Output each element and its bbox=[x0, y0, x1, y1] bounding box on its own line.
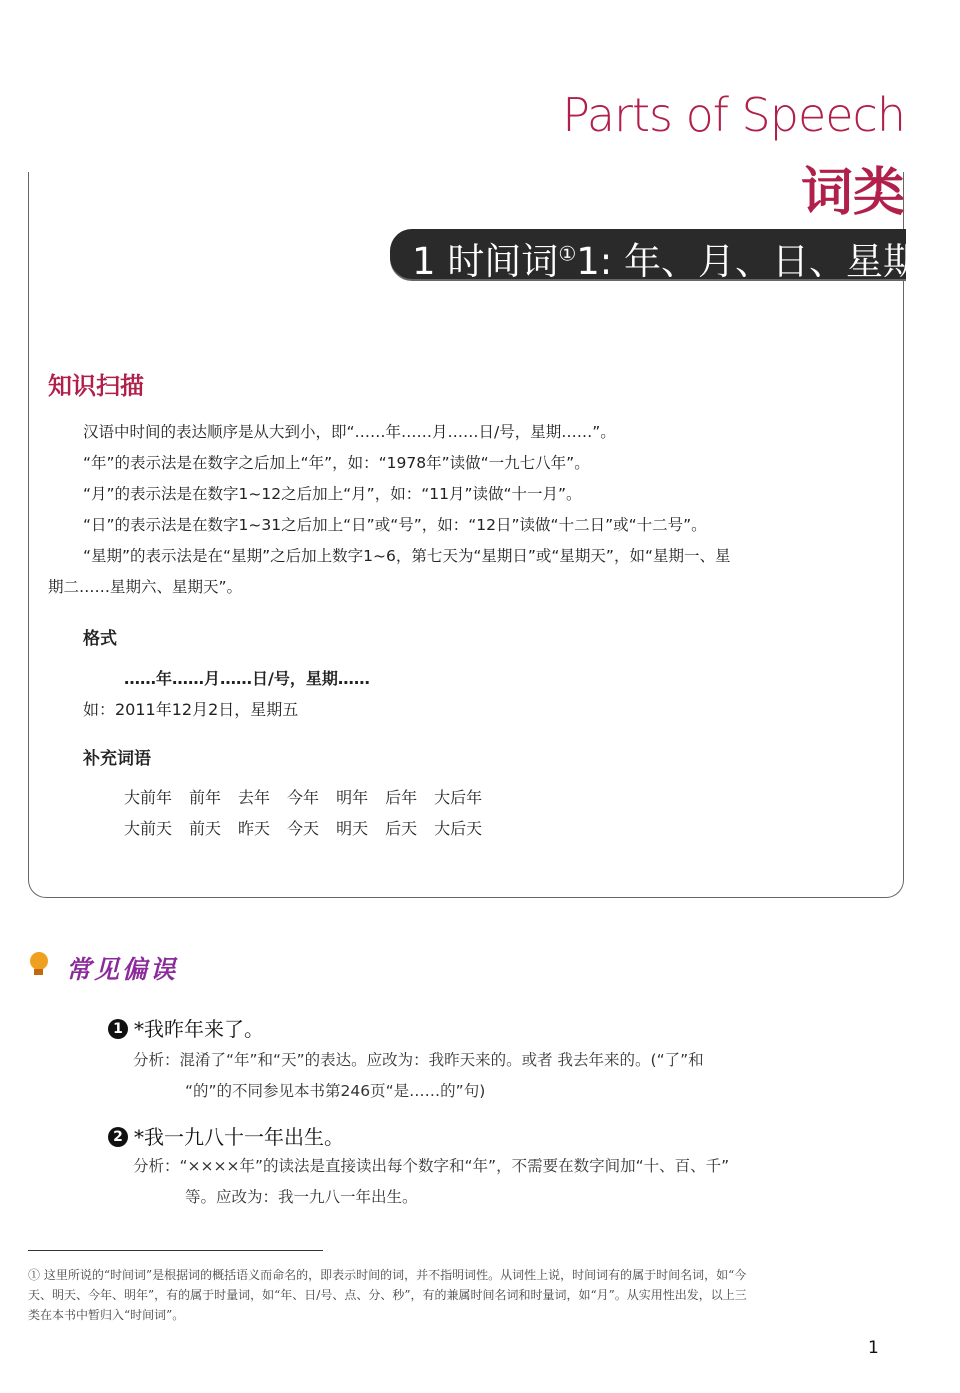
paragraph: 汉语中时间的表达顺序是从大到小，即“……年……月……日/号，星期……”。 bbox=[83, 423, 616, 441]
errors-heading: 常见偏误 bbox=[66, 955, 179, 984]
paragraph: “日”的表示法是在数字1~31之后加上“日”或“号”，如：“12日”读做“十二日”或“十二号”。 bbox=[83, 516, 707, 534]
format-heading: 格式 bbox=[83, 629, 117, 649]
paragraph: “年”的表示法是在数字之后加上“年”，如：“1978年”读做“一九七八年”。 bbox=[83, 454, 590, 472]
footnote-mark: ① bbox=[558, 241, 577, 266]
number-badge: 1 bbox=[108, 1019, 128, 1039]
lightbulb-base bbox=[34, 969, 43, 975]
word: 大前年 bbox=[124, 788, 173, 807]
footnote-line: 类在本书中暂归入“时间词”。 bbox=[28, 1308, 185, 1322]
format-example: 如：2011年12月2日，星期五 bbox=[83, 700, 299, 719]
supplement-heading: 补充词语 bbox=[83, 749, 151, 769]
section-topic: 1: 年、月、日、星期 bbox=[576, 240, 921, 283]
word: 前天 bbox=[189, 819, 222, 838]
box-border bbox=[28, 172, 29, 232]
section-number: 1 bbox=[412, 240, 436, 283]
title-english: Parts of Speech bbox=[562, 88, 905, 142]
word: 大后天 bbox=[434, 819, 483, 838]
year-words bbox=[124, 785, 499, 808]
word: 前年 bbox=[189, 788, 222, 807]
error-sentence: *我昨年来了。 bbox=[134, 1017, 264, 1041]
section-title bbox=[412, 231, 920, 285]
analysis-line: 分析：混淆了“年”和“天”的表达。应改为：我昨天来的。或者 我去年来的。(“了”和 bbox=[133, 1051, 704, 1069]
paragraph: “星期”的表示法是在“星期”之后加上数字1~6，第七天为“星期日”或“星期天”，如“星期一、星 bbox=[83, 547, 731, 565]
word: 后天 bbox=[385, 819, 418, 838]
lightbulb-icon bbox=[30, 952, 48, 970]
paragraph: “月”的表示法是在数字1~12之后加上“月”，如：“11月”读做“十一月”。 bbox=[83, 485, 582, 503]
footnote bbox=[28, 1265, 908, 1325]
error-item bbox=[108, 1013, 264, 1042]
footnote-line: 天、明天、今年、明年”，有的属于时量词，如“年、日/号、点、分、秒”，有的兼属时间名词和时量词，如“月”。从实用性出发，以上三 bbox=[28, 1288, 747, 1302]
format-line: ……年……月……日/号，星期…… bbox=[124, 669, 370, 688]
knowledge-heading: 知识扫描 bbox=[48, 372, 144, 400]
word: 去年 bbox=[238, 788, 271, 807]
word: 今天 bbox=[287, 819, 320, 838]
word: 明年 bbox=[336, 788, 369, 807]
section-word: 时间词 bbox=[447, 240, 559, 283]
word: 后年 bbox=[385, 788, 418, 807]
word: 大前天 bbox=[124, 819, 173, 838]
analysis-line: “的”的不同参见本书第246页“是……的”句) bbox=[185, 1082, 486, 1100]
title-chinese: 词类 bbox=[800, 163, 905, 223]
footnote-divider bbox=[28, 1250, 323, 1251]
error-item bbox=[108, 1121, 344, 1150]
footnote-line: ① 这里所说的“时间词”是根据词的概括语义而命名的，即表示时间的词，并不指明词性。从词性上说，时间词有的属于时间名词，如“今 bbox=[28, 1268, 747, 1282]
word: 今年 bbox=[287, 788, 320, 807]
day-words bbox=[124, 816, 499, 839]
analysis-line: 等。应改为：我一九八一年出生。 bbox=[185, 1188, 418, 1206]
paragraph: 期二……星期六、星期天”。 bbox=[48, 578, 243, 596]
number-badge: 2 bbox=[108, 1127, 128, 1147]
word: 明天 bbox=[336, 819, 369, 838]
word: 大后年 bbox=[434, 788, 483, 807]
analysis-line: 分析：“××××年”的读法是直接读出每个数字和“年”，不需要在数字间加“十、百、千” bbox=[133, 1157, 730, 1175]
error-sentence: *我一九八十一年出生。 bbox=[134, 1125, 344, 1149]
page-number: 1 bbox=[868, 1338, 879, 1358]
word: 昨天 bbox=[238, 819, 271, 838]
